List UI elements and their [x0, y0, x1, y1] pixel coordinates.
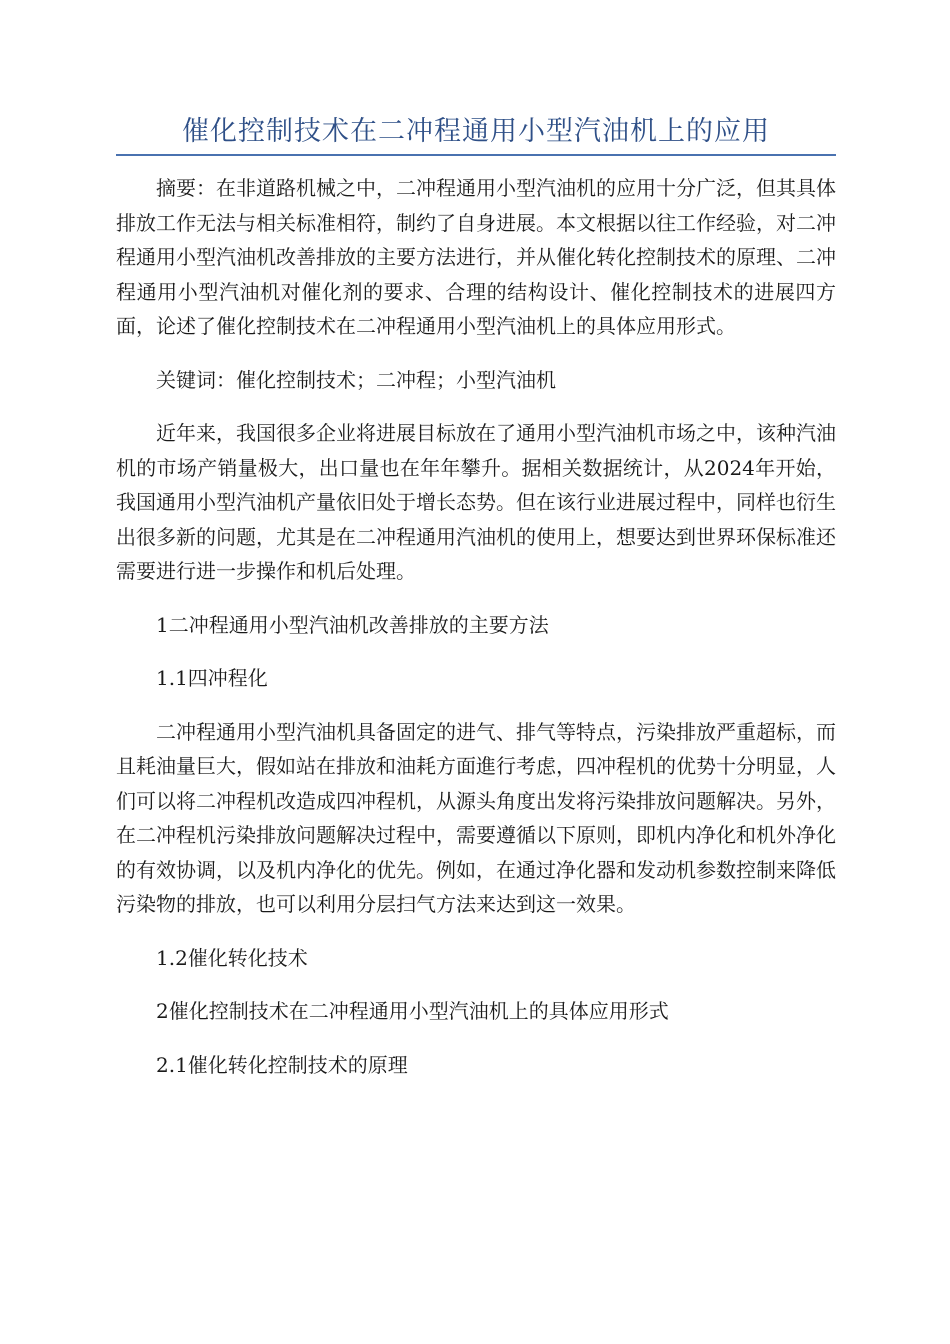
title-underline — [116, 154, 836, 156]
abstract-paragraph: 摘要：在非道路机械之中，二冲程通用小型汽油机的应用十分广泛，但其具体排放工作无法与相关标准相符，制约了自身进展。本文根据以往工作经验，对二冲程通用小型汽油机改善排放的主要方法进行，并从催化转化控制技术的原理、二冲程通用小型汽油机对催化剂的要求、合理的结构设计、催化控制技术的进展四方面，论述了催化控制技术在二冲程通用小型汽油机上的具体应用形式。 — [116, 176, 836, 338]
section-2-heading: 2催化控制技术在二冲程通用小型汽油机上的具体应用形式 — [156, 999, 669, 1023]
keywords-line: 关键词：催化控制技术；二冲程；小型汽油机 — [156, 367, 556, 392]
section-1-heading: 1二冲程通用小型汽油机改善排放的主要方法 — [156, 612, 549, 637]
document-page — [116, 0, 836, 1101]
intro-paragraph: 近年来，我国很多企业将进展目标放在了通用小型汽油机市场之中，该种汽油机的市场产销量极大，出口量也在年年攀升。据相关数据统计，从2024年开始，我国通用小型汽油机产量依旧处于增长态势。但在该行业进展过程中，同样也衍生出很多新的问题，尤其是在二冲程通用汽油机的使用上，想要达到世界环保标准还需要进行进一步操作和机后处理。 — [116, 421, 836, 583]
section-2-1-heading: 2.1催化转化控制技术的原理 — [156, 1052, 408, 1077]
document-title: 催化控制技术在二冲程通用小型汽油机上的应用 — [182, 116, 770, 147]
section-1-1-heading: 1.1四冲程化 — [156, 666, 268, 690]
section-1-1-body: 二冲程通用小型汽油机具备固定的进气、排气等特点，污染排放严重超标，而且耗油量巨大，假如站在排放和油耗方面進行考虑，四冲程机的优势十分明显，人们可以将二冲程机改造成四冲程机，从源头角度出发将污染排放问题解决。另外，在二冲程机污染排放问题解决过程中，需要遵循以下原则，即机内净化和机外净化的有效协调，以及机内净化的优先。例如，在通过净化器和发动机参数控制来降低污染物的排放，也可以利用分层扫气方法来达到这一效果。 — [116, 719, 836, 916]
section-1-2-heading: 1.2催化转化技术 — [156, 945, 308, 970]
